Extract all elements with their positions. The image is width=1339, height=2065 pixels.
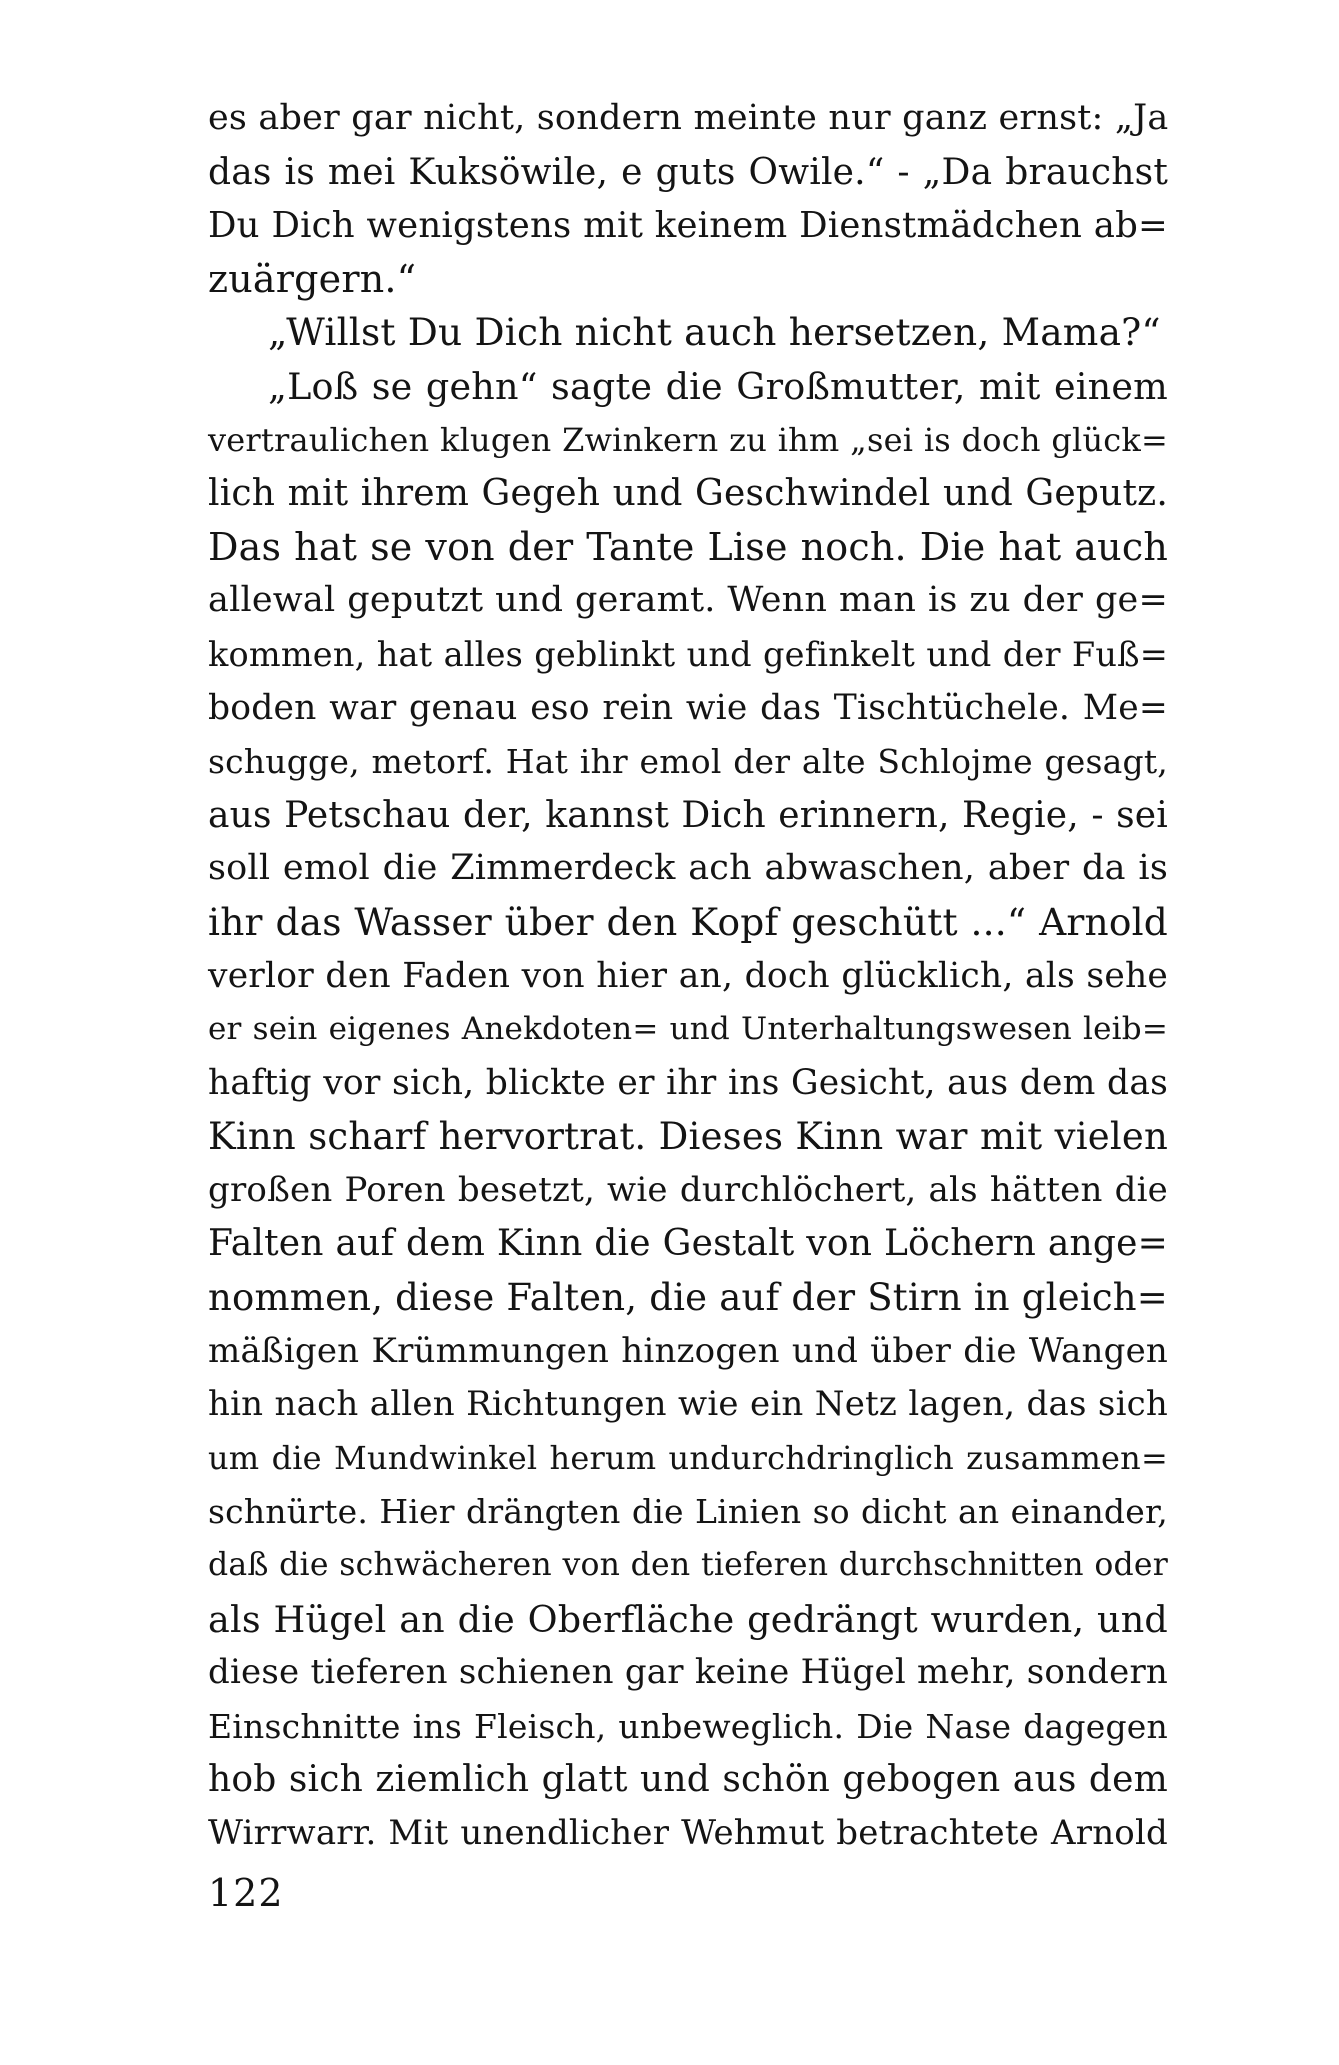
text-line-5: „Willst Du Dich nicht auch hersetzen, Mama?“: [268, 310, 1161, 355]
text-line-30: diese tieferen schienen gar keine Hügel mehr, sondern: [208, 1652, 1168, 1693]
text-line-23: nommen, diese Falten, die auf der Stirn in gleich=: [208, 1276, 1168, 1320]
text-line-26: um die Mundwinkel herum undurchdringlich zusammen=: [208, 1438, 1168, 1477]
text-line-22: Falten auf dem Kinn die Gestalt von Löchern ange=: [208, 1223, 1168, 1265]
body-text: [208, 92, 1168, 1861]
text-line-25: hin nach allen Richtungen wie ein Netz lagen, das sich: [208, 1384, 1168, 1425]
text-line-15: soll emol die Zimmerdeck ach abwaschen, aber da is: [208, 848, 1168, 889]
text-line-19: haftig vor sich, blickte er ihr ins Gesicht, aus dem das: [208, 1062, 1168, 1103]
text-line-33: Wirrwarr. Mit unendlicher Wehmut betrachtete Arnold: [208, 1813, 1168, 1853]
text-line-24: mäßigen Krümmungen hinzogen und über die Wangen: [208, 1330, 1168, 1371]
text-line-28: daß die schwächeren von den tieferen durchschnitten oder: [208, 1547, 1168, 1584]
text-line-7: vertraulichen klugen Zwinkern zu ihm „sei is doch glück=: [208, 420, 1168, 459]
text-line-4: zuärgern.“: [208, 256, 417, 301]
text-line-31: Einschnitte ins Fleisch, unbeweglich. Die Nase dagegen: [208, 1706, 1168, 1746]
text-line-1: es aber gar nicht, sondern meinte nur ganz ernst: „Ja: [208, 98, 1169, 138]
text-line-29: als Hügel an die Oberfläche gedrängt wurden, und: [208, 1597, 1168, 1641]
text-line-8: lich mit ihrem Gegeh und Geschwindel und Geputz.: [208, 473, 1168, 515]
text-line-32: hob sich ziemlich glatt und schön gebogen aus dem: [208, 1759, 1168, 1801]
text-line-14: aus Petschau der, kannst Dich erinnern, Regie, - sei: [208, 794, 1168, 836]
text-line-18: er sein eigenes Anekdoten= und Unterhaltungswesen leib=: [208, 1011, 1168, 1048]
text-line-27: schnürte. Hier drängten die Linien so dicht an einander,: [208, 1492, 1168, 1532]
text-line-11: kommen, hat alles geblinkt und gefinkelt und der Fuß=: [208, 634, 1168, 674]
page-number: 122: [208, 1871, 284, 1915]
text-line-2: das is mei Kuksöwile, e guts Owile.“ - „Da brauchst: [208, 151, 1168, 193]
text-line-13: schugge, metorf. Hat ihr emol der alte Schlojme gesagt,: [208, 742, 1168, 782]
text-line-3: Du Dich wenigstens mit keinem Dienstmädchen ab=: [208, 205, 1168, 247]
text-line-16: ihr das Wasser über den Kopf geschütt ...“ Arnold: [208, 899, 1168, 944]
text-line-6: „Loß se gehn“ sagte die Großmutter, mit einem: [268, 364, 1168, 408]
text-line-9: Das hat se von der Tante Lise noch. Die hat auch: [208, 524, 1168, 569]
text-line-12: boden war genau eso rein wie das Tischtüchele. Me=: [208, 687, 1168, 728]
text-line-17: verlor den Faden von hier an, doch glücklich, als sehe: [208, 955, 1168, 996]
text-line-21: großen Poren besetzt, wie durchlöchert, als hätten die: [208, 1169, 1168, 1210]
text-line-20: Kinn scharf hervortrat. Dieses Kinn war mit vielen: [208, 1115, 1168, 1159]
text-line-10: allewal geputzt und geramt. Wenn man is zu der ge=: [208, 580, 1168, 621]
